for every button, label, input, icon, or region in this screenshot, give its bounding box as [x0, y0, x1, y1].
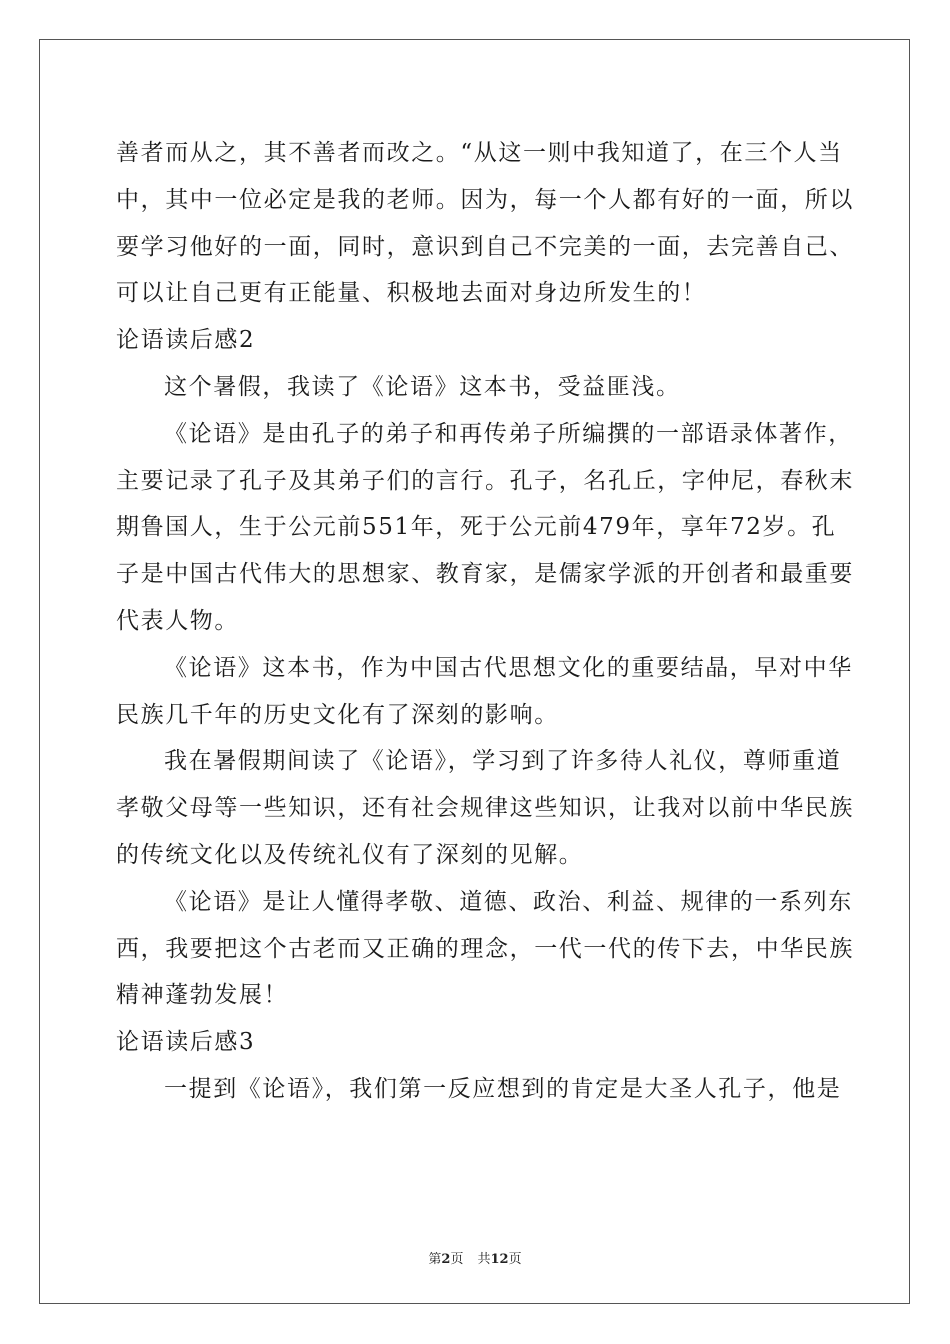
total-pages: 12	[490, 1252, 509, 1267]
body-line: 代表人物。	[116, 607, 239, 634]
body-line: 这个暑假，我读了《论语》这本书，受益匪浅。	[164, 373, 681, 400]
body-line: 一提到《论语》，我们第一反应想到的肯定是大圣人孔子，他是	[164, 1075, 842, 1102]
body-line: 主要记录了孔子及其弟子们的言行。孔子，名孔丘，字仲尼，春秋末	[116, 467, 854, 494]
section-heading: 论语读后感2	[116, 327, 256, 354]
body-line: 中，其中一位必定是我的老师。因为，每一个人都有好的一面，所以	[116, 186, 854, 213]
body-line: 精神蓬勃发展！	[116, 982, 289, 1009]
body-line: 孝敬父母等一些知识，还有社会规律这些知识，让我对以前中华民族	[116, 795, 854, 822]
page-footer	[0, 1248, 950, 1267]
body-line: 《论语》这本书，作为中国古代思想文化的重要结晶，早对中华	[164, 654, 853, 681]
body-line: 《论语》是由孔子的弟子和再传弟子所编撰的一部语录体著作，	[164, 420, 853, 447]
page-label-prefix: 第	[428, 1252, 442, 1267]
body-line: 善者而从之，其不善者而改之。“从这一则中我知道了，在三个人当	[116, 140, 843, 166]
body-line: 的传统文化以及传统礼仪有了深刻的见解。	[116, 841, 584, 868]
section-heading: 论语读后感3	[116, 1029, 256, 1056]
body-line: 子是中国古代伟大的思想家、教育家，是儒家学派的开创者和最重要	[116, 561, 854, 588]
body-line: 可以让自己更有正能量、积极地去面对身边所发生的！	[116, 280, 707, 307]
body-line: 期鲁国人，生于公元前551年，死于公元前479年，享年72岁。孔	[116, 514, 837, 541]
total-label-prefix: 共	[477, 1252, 491, 1267]
total-label-suffix: 页	[508, 1252, 522, 1267]
body-line: 民族几千年的历史文化有了深刻的影响。	[116, 701, 559, 728]
body-line: 要学习他好的一面，同时，意识到自己不完美的一面，去完善自己、	[116, 233, 854, 260]
page-label-suffix: 页	[450, 1252, 464, 1267]
body-line: 《论语》是让人懂得孝敬、道德、政治、利益、规律的一系列东	[164, 888, 853, 915]
page-number: 2	[441, 1252, 451, 1267]
document-body	[116, 130, 854, 1113]
body-line: 西，我要把这个古老而又正确的理念，一代一代的传下去，中华民族	[116, 935, 854, 962]
body-line: 我在暑假期间读了《论语》，学习到了许多待人礼仪，尊师重道	[164, 748, 842, 775]
